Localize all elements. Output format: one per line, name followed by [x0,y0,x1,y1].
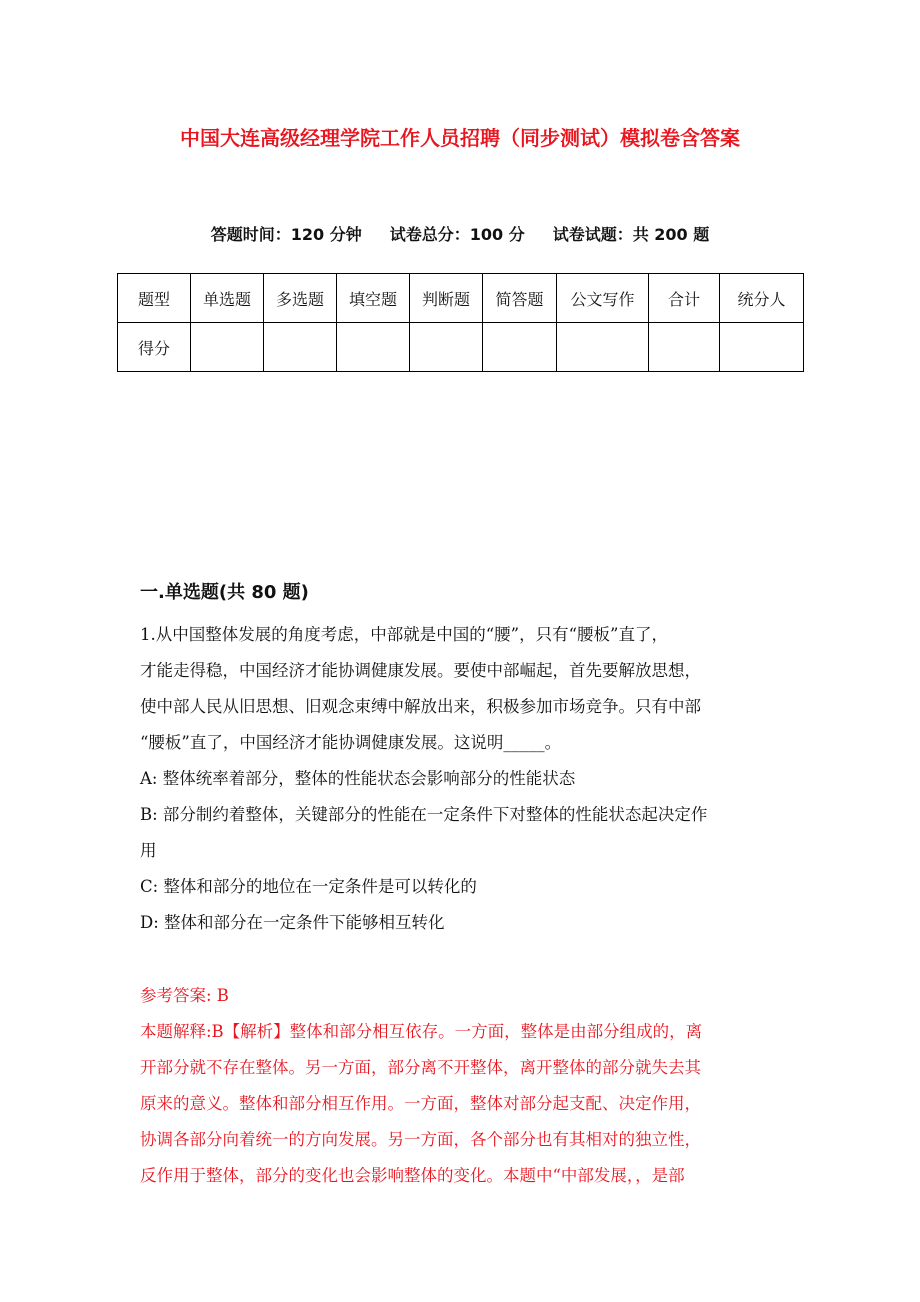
answer-label: 参考答案: B [140,986,229,1005]
score-cell [720,323,804,372]
exam-time: 答题时间：120 分钟 [210,225,362,244]
option-a: A: 整体统率着部分，整体的性能状态会影响部分的性能状态 [140,769,576,788]
row-label: 得分 [118,323,191,372]
document-title: 中国大连高级经理学院工作人员招聘（同步测试）模拟卷含答案 [180,126,740,150]
score-cell [483,323,557,372]
score-cell [264,323,337,372]
table-header: 多选题 [264,274,337,323]
explanation-line: 原来的意义。整体和部分相互作用。一方面，整体对部分起支配、决定作用， [140,1094,701,1113]
score-table [117,273,804,372]
table-header: 统分人 [720,274,804,323]
question-line: 1.从中国整体发展的角度考虑，中部就是中国的“腰”，只有“腰板”直了， [140,625,668,644]
question-line: “腰板”直了，中国经济才能协调健康发展。这说明_____。 [140,733,562,752]
score-cell [410,323,483,372]
table-header: 合计 [649,274,720,323]
table-header-row [118,274,804,323]
question-line: 才能走得稳，中国经济才能协调健康发展。要使中部崛起，首先要解放思想， [140,661,701,680]
option-c: C: 整体和部分的地位在一定条件是可以转化的 [140,877,477,896]
score-cell [649,323,720,372]
question-line: 使中部人民从旧思想、旧观念束缚中解放出来，积极参加市场竞争。只有中部 [140,697,701,716]
table-header: 公文写作 [557,274,649,323]
table-header: 填空题 [337,274,410,323]
option-b-cont: 用 [140,841,157,860]
exam-info [0,222,920,245]
table-header: 简答题 [483,274,557,323]
table-header: 题型 [118,274,191,323]
exam-count: 试卷试题：共 200 题 [552,225,710,244]
score-cell [557,323,649,372]
option-d: D: 整体和部分在一定条件下能够相互转化 [140,913,445,932]
explanation-line: 协调各部分向着统一的方向发展。另一方面，各个部分也有其相对的独立性， [140,1130,701,1149]
explanation-line: 开部分就不存在整体。另一方面，部分离不开整体，离开整体的部分就失去其 [140,1058,701,1077]
explanation-line: 反作用于整体，部分的变化也会影响整体的变化。本题中“中部发展，，是部 [140,1166,685,1185]
table-header: 单选题 [191,274,264,323]
table-header: 判断题 [410,274,483,323]
score-cell [337,323,410,372]
exam-total: 试卷总分：100 分 [389,225,525,244]
table-row [118,323,804,372]
section-heading: 一.单选题(共 80 题) [140,582,309,603]
explanation-line: 本题解释:B【解析】整体和部分相互依存。一方面，整体是由部分组成的，离 [140,1022,703,1041]
option-b: B: 部分制约着整体，关键部分的性能在一定条件下对整体的性能状态起决定作 [140,805,708,824]
score-cell [191,323,264,372]
